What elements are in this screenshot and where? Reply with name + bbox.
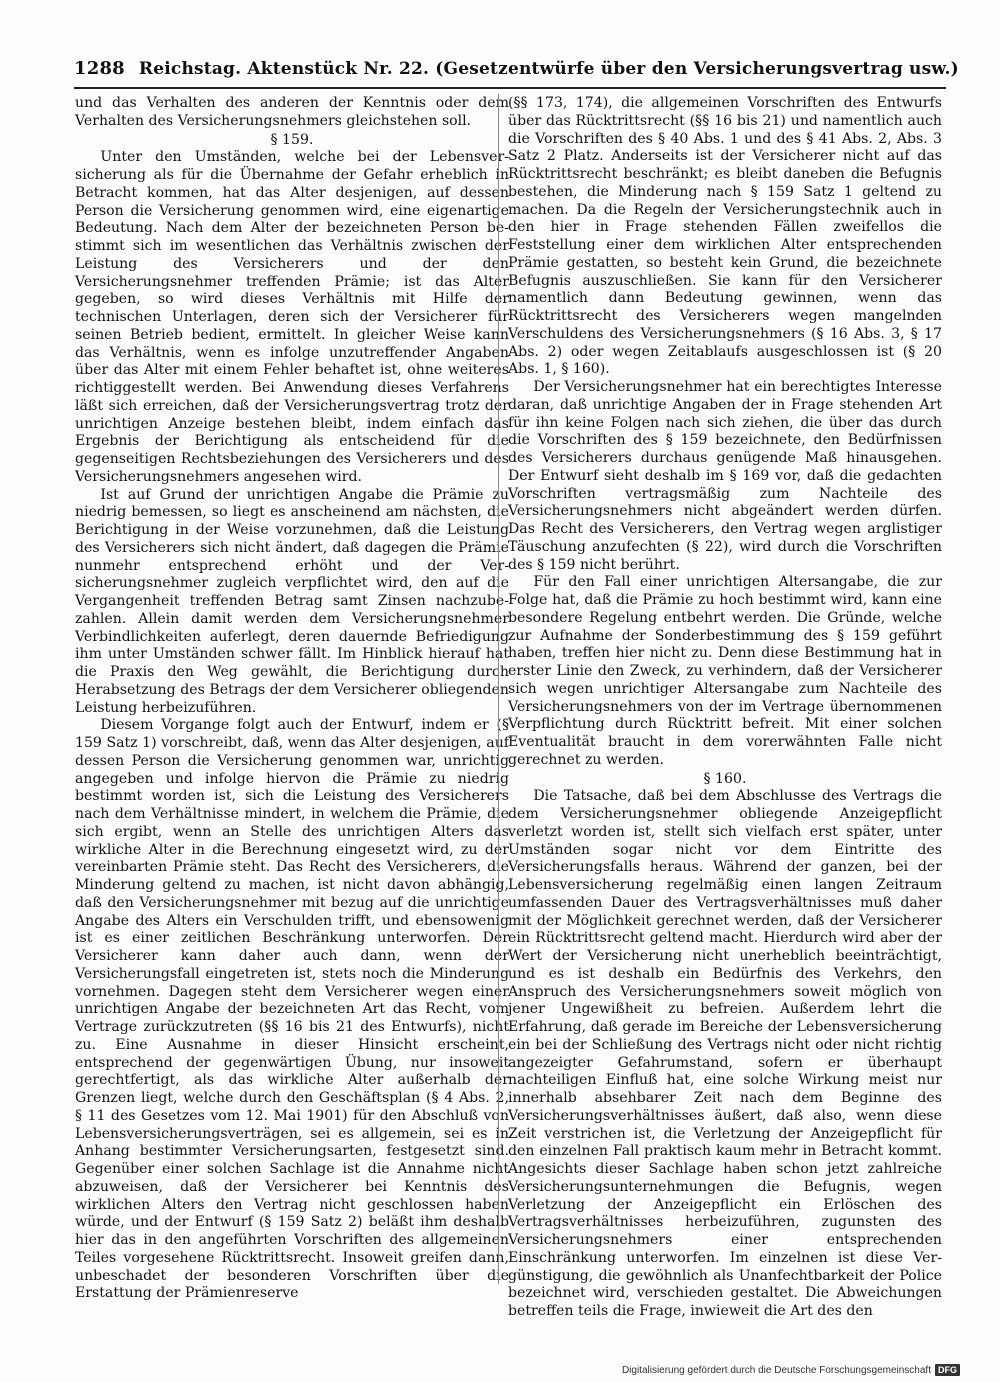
footer-text: Digitalisierung gefördert durch die Deutsche Forschungsgemeinschaft [621, 1364, 931, 1376]
header-rule [74, 87, 946, 89]
digitization-footer [622, 1364, 960, 1376]
paragraph: Für den Fall einer unrichtigen Altersangabe, die zur Folge hat, daß die Prämie zu hoch bestimmt wird, kann eine besondere Regelung entbehrt werden. Die Gründe, welche zur Aufnahme der Sonderbestimmung des § 159 geführt haben, treffen hier nicht zu. Denn diese Bestimmung hat in erster Linie den Zweck, zu verhindern, daß der Versicherer sich wegen unrichtiger Altersangabe zum Nachteile des Versicherungsnehmers von der im Vertrage übernommenen Verpflichtung durch Rücktritt befreit. Mit einer solchen Eventualität braucht in dem vorerwähnten Falle nicht gerechnet zu werden. [508, 574, 942, 768]
running-title: Reichstag. Aktenstück Nr. 22. (Gesetzentwürfe über den Versicherungsvertrag usw.) [138, 59, 959, 79]
paragraph: Der Versicherungsnehmer hat ein berechtigtes Interesse daran, daß unrichtige Angaben der in Frage stehenden Art für ihn keine Folgen nach sich ziehen, die über das durch die Vorschriften des § 159 bezeichnete, den Bedürfnissen des Versicherers durchaus genügende Maß hinausgehen. Der Entwurf sieht deshalb im § 169 vor, daß die gedachten Vorschriften vertragsmäßig zum Nachteile des Versicherungsnehmers nicht abgeändert werden dürfen. Das Recht des Versicherers, den Vertrag wegen arglistiger Täuschung anzufechten (§ 22), wird durch die Vorschriften des § 159 nicht berührt. [508, 379, 942, 573]
paragraph: Diesem Vorgange folgt auch der Entwurf, indem er (§ 159 Satz 1) vorschreibt, daß, wenn das Alter desjenigen, auf dessen Person die Versicherung genommen war, unrichtig angegeben und infolge hiervon die Prämie zu niedrig bestimmt worden ist, sich die Leistung des Versicherers nach dem Verhältnisse mindert, in welchem die Prämie, die sich ergibt, wenn an Stelle des unrichtigen Alters das wirkliche Alter in die Berechnung eingesetzt wird, zu der vereinbarten Prämie steht. Das Recht des Versicherers, die Minderung geltend zu machen, ist nicht davon abhängig, daß den Versicherungsnehmer mit bezug auf die unrichtige Angabe des Alters ein Verschulden trifft, und ebensowenig ist es einer zeitlichen Beschränkung unterworfen. Der Versicherer kann daher auch dann, wenn der Versicherungsfall eingetreten ist, stets noch die Minderung vornehmen. Dagegen steht dem Versicherer wegen einer unrichtigen Angabe der bezeichneten Art das Recht, vom Vertrage zurückzutreten (§§ 16 bis 21 des Entwurfs), nicht zu. Eine Ausnahme in dieser Hinsicht erscheint, entsprechend der gegenwärtigen Übung, nur insoweit gerechtfertigt, als das wirkliche Alter außerhalb der Grenzen liegt, welche durch den Geschäftsplan (§ 4 Abs. 2, § 11 des Gesetzes vom 12. Mai 1901) für den Abschluß von Lebensversicherungsverträgen, sei es allgemein, sei es in Anhang bestimmter Versicherungsarten, festgesetzt sind. Gegenüber einer solchen Sachlage ist die Annahme nicht abzuweisen, daß der Versicherer bei Kenntnis des wirklichen Alters den Vertrag nicht geschlossen haben würde, und der Entwurf (§ 159 Satz 2) beläßt ihm deshalb hier das in den angeführten Vorschriften des allgemeinen Teiles vorgesehene Rücktrittsrecht. Insoweit greifen dann, unbeschadet der besonderen Vorschriften über die Erstattung der Prämienreserve [75, 717, 509, 1302]
paragraph: und das Verhalten des anderen der Kenntnis oder dem Verhalten des Versicherungsnehmers gleichstehen soll. [75, 95, 509, 129]
section-heading-159: § 159. [270, 131, 314, 148]
paragraph: Die Tatsache, daß bei dem Abschlusse des Vertrags die dem Versicherungsnehmer obliegende Anzeigepflicht verletzt worden ist, stellt sich vielfach erst später, unter Umständen sogar nicht vor dem Eintritte des Versicherungsfalls heraus. Während der ganzen, bei der Lebensversicherung regelmäßig einen langen Zeitraum umfassenden Dauer des Vertragsverhältnisses muß daher mit der Möglichkeit gerechnet werden, daß der Versicherer ein Rücktrittsrecht geltend macht. Hierdurch wird aber der Wert der Versicherung nicht unerheblich beeinträchtigt, und es ist deshalb ein Bedürfnis des Verkehrs, den Anspruch des Versicherungsnehmers soweit möglich von jener Ungewißheit zu befreien. Außerdem lehrt die Erfahrung, daß gerade im Bereiche der Lebensversicherung ein bei der Schließung des Vertrags nicht oder nicht richtig angezeigter Gefahrumstand, sofern er überhaupt nachteiligen Einfluß hat, eine solche Wirkung meist nur innerhalb absehbarer Zeit nach dem Beginne des Versicherungsverhältnisses äußert, daß also, wenn diese Zeit verstrichen ist, die Verletzung der Anzeigepflicht für den einzelnen Fall praktisch kaum mehr in Betracht kommt. Angesichts dieser Sachlage haben schon jetzt zahlreiche Versicherungsunternehmungen die Befugnis, wegen Verletzung der Anzeigepflicht ein Erlöschen des Vertragsverhältnisses herbeizuführen, zugunsten des Versicherungsnehmers einer entsprechenden Einschränkung unterworfen. Im einzelnen ist diese Vergünstigung, die gewöhnlich als Unanfechtbarkeit der Police bezeichnet wird, verschieden gestaltet. Die Abweichungen betreffen teils die Frage, inwieweit die Art des den [508, 788, 942, 1319]
right-column [508, 95, 942, 1321]
left-column [75, 95, 509, 1303]
page-number: 1288 [74, 58, 125, 79]
paragraph: Unter den Umständen, welche bei der Lebensversicherung als für die Übernahme der Gefahr erheblich in Betracht kommen, hat das Alter desjenigen, auf dessen Person die Versicherung genommen wird, eine eigenartige Bedeutung. Nach dem Alter der bezeichneten Person bestimmt sich im wesentlichen das Verhältnis zwischen der Leistung des Versicherers und der den Versicherungsnehmer treffenden Prämie; ist das Alter gegeben, so wird dieses Verhältnis mit Hilfe der technischen Unterlagen, deren sich der Versicherer für seinen Betrieb bedient, ermittelt. In gleicher Weise kann das Verhältnis, wenn es infolge unzutreffender Angaben über das Alter mit einem Fehler behaftet ist, ohne weiteres richtiggestellt werden. Bei Anwendung dieses Verfahrens läßt sich erreichen, daß der Versicherungsvertrag trotz der unrichtigen Anzeige bestehen bleibt, indem einfach das Ergebnis der Berichtigung als entscheidend für die gegenseitigen Rechtsbeziehungen des Versicherers und des Versicherungsnehmers angesehen wird. [75, 149, 509, 485]
section-heading-160: § 160. [703, 770, 747, 787]
paragraph: Ist auf Grund der unrichtigen Angabe die Prämie zu niedrig bemessen, so liegt es anscheinend am nächsten, die Berichtigung in der Weise vorzunehmen, daß die Leistung des Versicherers sich nicht ändert, daß dagegen die Prämie nunmehr entsprechend erhöht und der Versicherungsnehmer zugleich verpflichtet wird, den auf die Vergangenheit treffenden Betrag samt Zinsen nachzubezahlen. Allein damit werden dem Versicherungsnehmer Verbindlichkeiten auferlegt, deren dauernde Befriedigung ihm unter Umständen schwer fällt. Im Hinblick hierauf hat die Praxis den Weg gewählt, die Berichtigung durch Herabsetzung des Betrags der dem Versicherer obliegenden Leistung herbeizuführen. [75, 486, 509, 716]
dfg-logo: DFG [935, 1364, 960, 1376]
paragraph: (§§ 173, 174), die allgemeinen Vorschriften des Entwurfs über das Rücktrittsrecht (§§ 16 bis 21) und namentlich auch die Vorschriften des § 40 Abs. 1 und des § 41 Abs. 2, Abs. 3 Satz 2 Platz. Anderseits ist der Versicherer nicht auf das Rücktrittsrecht beschränkt; es bleibt daneben die Befugnis bestehen, die Minderung nach § 159 Satz 1 geltend zu machen. Da die Regeln der Versicherungstechnik auch in den hier in Frage stehenden Fällen zweifellos die Feststellung einer dem wirklichen Alter entsprechenden Prämie gestatten, so besteht kein Grund, die bezeichnete Befugnis auszuschließen. Sie kann für den Versicherer namentlich dann Bedeutung gewinnen, wenn das Rücktrittsrecht des Versicherers wegen mangelnden Verschuldens des Versicherungsnehmers (§ 16 Abs. 3, § 17 Abs. 2) oder wegen Zeitablaufs ausgeschlossen ist (§ 20 Abs. 1, § 160). [508, 95, 942, 378]
column-divider [498, 94, 499, 1284]
running-header [74, 58, 959, 79]
